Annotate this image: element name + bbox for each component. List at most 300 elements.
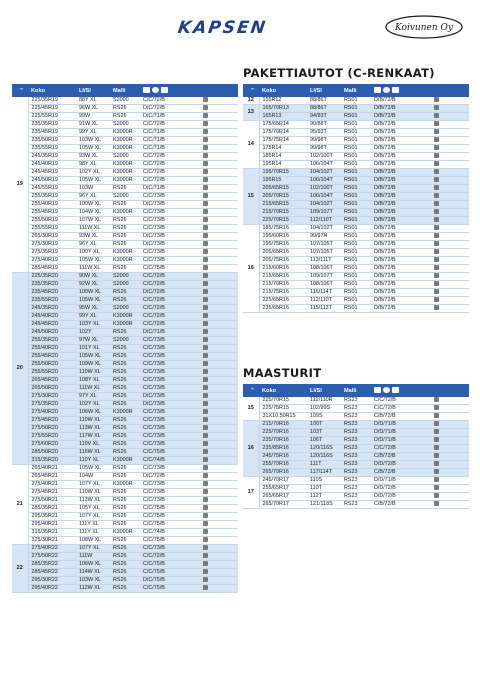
eu-label-icon[interactable]: [203, 169, 208, 174]
eu-label-cell: D/D/71/B: [371, 437, 427, 445]
eu-label-icon[interactable]: [434, 485, 439, 490]
label-icon-cell: [196, 553, 238, 561]
eu-label-icon[interactable]: [203, 353, 208, 358]
eu-label-icon[interactable]: [434, 169, 439, 174]
eu-label-cell: C/C/73/B: [140, 225, 196, 233]
load-speed-cell: 110S: [307, 477, 341, 485]
label-icon-cell: [196, 449, 238, 457]
header-malli: Malli: [110, 84, 140, 97]
label-icon-cell: [196, 321, 238, 329]
eu-label-icon[interactable]: [203, 321, 208, 326]
eu-label-icon[interactable]: [203, 97, 208, 102]
eu-label-icon[interactable]: [203, 249, 208, 254]
size-cell: 255/55R19: [28, 225, 76, 233]
load-speed-cell: 105W XL: [76, 353, 110, 361]
table-row: [12, 185, 238, 193]
load-speed-cell: 112W XL: [76, 585, 110, 593]
eu-label-cell: D/B/72/B: [371, 289, 427, 297]
eu-label-cell: D/D/72/B: [371, 461, 427, 469]
eu-label-icon[interactable]: [203, 185, 208, 190]
noise-icon: [392, 87, 399, 93]
eu-label-icon[interactable]: [434, 437, 439, 442]
eu-label-cell: C/C/73/B: [140, 377, 196, 385]
table-row: [243, 281, 469, 289]
eu-label-icon[interactable]: [203, 193, 208, 198]
label-icon-cell: [427, 469, 469, 477]
model-cell: RS26: [110, 345, 140, 353]
load-speed-cell: 111Y XL: [76, 529, 110, 537]
table-row: [12, 233, 238, 241]
eu-label-icon[interactable]: [203, 537, 208, 542]
load-speed-cell: 102Y: [76, 329, 110, 337]
eu-label-icon[interactable]: [434, 105, 439, 110]
eu-label-icon[interactable]: [434, 217, 439, 222]
eu-label-icon[interactable]: [203, 377, 208, 382]
eu-label-icon[interactable]: [203, 521, 208, 526]
model-cell: RS01: [341, 209, 371, 217]
size-cell: 315/35R21: [28, 529, 76, 537]
label-icon-cell: [196, 393, 238, 401]
table-row: [243, 305, 469, 313]
eu-label-icon[interactable]: [203, 585, 208, 590]
table-row: [12, 353, 238, 361]
eu-label-icon[interactable]: [434, 273, 439, 278]
eu-label-cell: C/C/73/B: [140, 497, 196, 505]
eu-label-cell: D/C/72/B: [140, 105, 196, 113]
model-cell: RS26: [110, 185, 140, 193]
table-row: [12, 457, 238, 465]
load-speed-cell: 100W XL: [76, 201, 110, 209]
size-cell: 225/35R19: [28, 97, 76, 105]
eu-label-icon[interactable]: [434, 129, 439, 134]
eu-label-icon[interactable]: [203, 145, 208, 150]
eu-label-icon[interactable]: [434, 233, 439, 238]
table-row: [12, 97, 238, 105]
eu-label-cell: C/C/72/B: [140, 97, 196, 105]
size-cell: 255/45R20: [28, 353, 76, 361]
model-cell: RS01: [341, 305, 371, 313]
load-speed-cell: 117/114T: [307, 469, 341, 477]
size-cell: 255/35R19: [28, 193, 76, 201]
eu-label-icon[interactable]: [434, 281, 439, 286]
model-cell: RS01: [341, 297, 371, 305]
model-cell: RS26: [110, 241, 140, 249]
label-icon-cell: [427, 217, 469, 225]
eu-label-icon[interactable]: [203, 473, 208, 478]
model-cell: RS23: [341, 405, 371, 413]
eu-label-cell: D/D/71/B: [371, 429, 427, 437]
eu-label-cell: D/C/73/B: [140, 201, 196, 209]
label-icon-cell: [196, 217, 238, 225]
model-cell: RS26: [110, 433, 140, 441]
model-cell: RS26: [110, 105, 140, 113]
eu-label-icon[interactable]: [203, 569, 208, 574]
eu-label-icon[interactable]: [434, 201, 439, 206]
eu-label-icon[interactable]: [203, 417, 208, 422]
eu-label-cell: D/C/72/B: [140, 289, 196, 297]
size-cell: 215/70R16: [259, 281, 307, 289]
eu-label-icon[interactable]: [203, 297, 208, 302]
eu-label-icon[interactable]: [434, 461, 439, 466]
model-cell: S2000: [110, 97, 140, 105]
label-icon-cell: [427, 137, 469, 145]
eu-label-icon[interactable]: [434, 297, 439, 302]
eu-label-cell: D/C/73/B: [140, 393, 196, 401]
load-speed-cell: 99/97H: [307, 233, 341, 241]
eu-label-icon[interactable]: [434, 501, 439, 506]
eu-label-icon[interactable]: [434, 305, 439, 310]
model-cell: K3000R: [110, 481, 140, 489]
eu-label-cell: D/B/72/B: [371, 297, 427, 305]
eu-label-icon[interactable]: [203, 105, 208, 110]
table-row: [12, 521, 238, 529]
eu-label-cell: D/B/72/B: [371, 153, 427, 161]
label-icon-cell: [196, 281, 238, 289]
eu-label-cell: D/B/72/B: [371, 105, 427, 113]
label-icon-cell: [196, 441, 238, 449]
eu-label-icon[interactable]: [434, 413, 439, 418]
eu-label-icon[interactable]: [203, 201, 208, 206]
eu-label-icon[interactable]: [203, 497, 208, 502]
size-cell: 235/85R16: [259, 445, 307, 453]
load-speed-cell: 110T: [307, 485, 341, 493]
tyre-table-passenger: [12, 84, 238, 593]
load-speed-cell: 95/93T: [307, 129, 341, 137]
label-icon-cell: [427, 177, 469, 185]
eu-label-icon[interactable]: [203, 217, 208, 222]
header-malli: Malli: [341, 384, 371, 397]
eu-label-icon[interactable]: [434, 225, 439, 230]
load-speed-cell: 104W XL: [76, 209, 110, 217]
eu-label-icon[interactable]: [434, 453, 439, 458]
eu-label-icon[interactable]: [434, 241, 439, 246]
eu-label-icon[interactable]: [203, 233, 208, 238]
label-icon-cell: [196, 369, 238, 377]
eu-label-icon[interactable]: [203, 121, 208, 126]
eu-label-icon[interactable]: [203, 265, 208, 270]
eu-label-cell: C/C/73/B: [140, 209, 196, 217]
load-speed-cell: 102/100T: [307, 153, 341, 161]
eu-label-icon[interactable]: [203, 449, 208, 454]
eu-label-icon[interactable]: [203, 577, 208, 582]
table-row: [12, 433, 238, 441]
fuel-icon: [374, 387, 381, 393]
noise-icon: [392, 387, 399, 393]
load-speed-cell: 112T: [307, 493, 341, 501]
model-cell: RS01: [341, 97, 371, 105]
eu-label-icon[interactable]: [203, 505, 208, 510]
table-row: [12, 377, 238, 385]
header-koko: Koko: [259, 84, 307, 97]
eu-label-icon[interactable]: [434, 429, 439, 434]
table-row: [243, 461, 469, 469]
eu-label-icon[interactable]: [434, 153, 439, 158]
load-speed-cell: 103W: [76, 185, 110, 193]
header-koko: Koko: [259, 384, 307, 397]
label-icon-cell: [196, 209, 238, 217]
eu-label-icon[interactable]: [434, 289, 439, 294]
eu-label-cell: C/C/73/B: [140, 433, 196, 441]
model-cell: K3000R: [110, 129, 140, 137]
eu-label-icon[interactable]: [203, 113, 208, 118]
eu-label-icon[interactable]: [203, 553, 208, 558]
eu-label-cell: D/D/72/B: [371, 485, 427, 493]
eu-label-icon[interactable]: [203, 385, 208, 390]
size-cell: 245/35R19: [28, 153, 76, 161]
eu-label-icon[interactable]: [203, 425, 208, 430]
label-icon-cell: [196, 105, 238, 113]
model-cell: RS23: [341, 469, 371, 477]
model-cell: RS01: [341, 217, 371, 225]
eu-label-cell: C/C/75/B: [140, 521, 196, 529]
load-speed-cell: 90/88T: [307, 121, 341, 129]
eu-label-icon[interactable]: [434, 121, 439, 126]
label-icon-cell: [196, 521, 238, 529]
eu-label-icon[interactable]: [203, 209, 208, 214]
eu-label-icon[interactable]: [203, 561, 208, 566]
size-cell: 295/35R21: [28, 513, 76, 521]
table-row: [12, 329, 238, 337]
size-cell: 285/50R20: [28, 449, 76, 457]
eu-label-cell: C/C/72/B: [140, 169, 196, 177]
size-cell: 275/45R21: [28, 489, 76, 497]
eu-label-icon[interactable]: [203, 137, 208, 142]
eu-label-cell: C/C/74/B: [140, 457, 196, 465]
size-cell: 255/70R16: [259, 461, 307, 469]
label-icon-cell: [427, 201, 469, 209]
eu-label-icon[interactable]: [434, 469, 439, 474]
load-speed-cell: 96W XL: [76, 105, 110, 113]
size-cell: 255/50R19: [28, 217, 76, 225]
eu-label-icon[interactable]: [203, 153, 208, 158]
eu-label-icon[interactable]: [434, 145, 439, 150]
table-row: [243, 121, 469, 129]
label-icon-cell: [196, 241, 238, 249]
label-icon-cell: [427, 297, 469, 305]
size-cell: 215/65R16: [259, 273, 307, 281]
load-speed-cell: 107/105T: [307, 249, 341, 257]
label-icon-cell: [196, 97, 238, 105]
eu-label-icon[interactable]: [203, 481, 208, 486]
eu-label-cell: C/C/73/B: [140, 489, 196, 497]
eu-label-icon[interactable]: [203, 161, 208, 166]
eu-label-cell: C/C/73/B: [140, 353, 196, 361]
size-cell: 255/65R17: [259, 485, 307, 493]
eu-label-icon[interactable]: [203, 273, 208, 278]
eu-label-icon[interactable]: [434, 161, 439, 166]
size-cell: 265/70R16: [259, 469, 307, 477]
model-cell: RS26: [110, 225, 140, 233]
size-cell: 265/30R19: [28, 233, 76, 241]
model-cell: K3000R: [110, 169, 140, 177]
eu-label-icon[interactable]: [203, 177, 208, 182]
size-cell: 265/65R17: [259, 493, 307, 501]
load-speed-cell: 103T: [307, 429, 341, 437]
eu-label-icon[interactable]: [434, 209, 439, 214]
model-cell: RS26: [110, 377, 140, 385]
eu-label-icon[interactable]: [434, 185, 439, 190]
model-cell: RS01: [341, 249, 371, 257]
eu-label-icon[interactable]: [434, 445, 439, 450]
table-row: [12, 545, 238, 553]
model-cell: RS26: [110, 545, 140, 553]
eu-label-icon[interactable]: [434, 97, 439, 102]
size-cell: 31X10.50R15: [259, 413, 307, 421]
eu-label-icon[interactable]: [203, 513, 208, 518]
model-cell: RS26: [110, 329, 140, 337]
table-row: [243, 265, 469, 273]
load-speed-cell: 116/114T: [307, 289, 341, 297]
load-speed-cell: 99W: [76, 113, 110, 121]
kapsen-logo: KAPSEN: [176, 18, 269, 38]
load-speed-cell: 104/102T: [307, 201, 341, 209]
size-cell: 235/35R19: [28, 121, 76, 129]
load-speed-cell: 105W XL: [76, 297, 110, 305]
load-speed-cell: 107/105T: [307, 241, 341, 249]
eu-label-icon[interactable]: [203, 409, 208, 414]
eu-label-icon[interactable]: [203, 433, 208, 438]
label-icon-cell: [427, 121, 469, 129]
label-icon-cell: [427, 241, 469, 249]
load-speed-cell: 115/113T: [307, 305, 341, 313]
eu-label-icon[interactable]: [203, 281, 208, 286]
size-cell: 255/35R20: [28, 337, 76, 345]
eu-label-icon[interactable]: [434, 477, 439, 482]
load-speed-cell: 102Y XL: [76, 169, 110, 177]
label-icon-cell: [196, 473, 238, 481]
header-star: ": [243, 384, 259, 397]
size-cell: 255/40R19: [28, 201, 76, 209]
eu-label-icon[interactable]: [434, 137, 439, 142]
eu-label-icon[interactable]: [434, 397, 439, 402]
load-speed-cell: 104/102T: [307, 225, 341, 233]
table-row: [12, 305, 238, 313]
load-speed-cell: 121/118S: [307, 501, 341, 509]
eu-label-cell: D/B/72/B: [371, 97, 427, 105]
eu-label-icon[interactable]: [203, 345, 208, 350]
label-icon-cell: [196, 529, 238, 537]
label-icon-cell: [196, 353, 238, 361]
table-header-row: [243, 84, 469, 97]
size-cell: 195R15: [259, 177, 307, 185]
eu-label-icon[interactable]: [434, 257, 439, 262]
table-row: [12, 393, 238, 401]
eu-label-icon[interactable]: [203, 489, 208, 494]
eu-label-icon[interactable]: [203, 369, 208, 374]
size-cell: 275/40R22: [28, 545, 76, 553]
load-speed-cell: 113W XL: [76, 425, 110, 433]
eu-label-icon[interactable]: [203, 465, 208, 470]
eu-label-icon[interactable]: [203, 401, 208, 406]
eu-label-cell: D/B/72/B: [371, 305, 427, 313]
size-cell: 275/60R20: [28, 441, 76, 449]
eu-label-cell: D/B/72/B: [371, 225, 427, 233]
eu-label-icon[interactable]: [434, 493, 439, 498]
eu-label-icon[interactable]: [203, 305, 208, 310]
size-cell: 245/70R17: [259, 477, 307, 485]
model-cell: RS26: [110, 289, 140, 297]
eu-label-icon[interactable]: [203, 329, 208, 334]
size-cell: 185R14: [259, 153, 307, 161]
eu-label-icon[interactable]: [203, 289, 208, 294]
header-lisi: LI/SI: [307, 84, 341, 97]
wet-grip-icon: [383, 87, 390, 93]
load-speed-cell: 120/116S: [307, 453, 341, 461]
size-cell: 245/75R16: [259, 453, 307, 461]
label-icon-cell: [427, 437, 469, 445]
label-icon-cell: [427, 445, 469, 453]
eu-label-icon[interactable]: [203, 241, 208, 246]
load-speed-cell: 105W XL: [76, 257, 110, 265]
eu-label-icon[interactable]: [203, 393, 208, 398]
eu-label-icon[interactable]: [203, 257, 208, 262]
eu-label-icon[interactable]: [434, 249, 439, 254]
eu-label-icon[interactable]: [203, 441, 208, 446]
eu-label-cell: C/C/73/B: [140, 345, 196, 353]
label-icon-cell: [427, 493, 469, 501]
load-speed-cell: 96Y XL: [76, 241, 110, 249]
label-icon-cell: [427, 185, 469, 193]
model-cell: RS26: [110, 113, 140, 121]
eu-label-icon[interactable]: [434, 405, 439, 410]
load-speed-cell: 110W XL: [76, 417, 110, 425]
table-row: [12, 241, 238, 249]
eu-label-icon[interactable]: [434, 177, 439, 182]
label-icon-cell: [196, 249, 238, 257]
label-icon-cell: [196, 417, 238, 425]
eu-label-icon[interactable]: [203, 313, 208, 318]
eu-label-icon[interactable]: [203, 545, 208, 550]
model-cell: RS01: [341, 161, 371, 169]
eu-label-icon[interactable]: [203, 529, 208, 534]
size-cell: 275/35R20: [28, 401, 76, 409]
load-speed-cell: 110Y XL: [76, 457, 110, 465]
size-cell: 295/40R22: [28, 585, 76, 593]
table-row: [12, 513, 238, 521]
load-speed-cell: 106W XL: [76, 409, 110, 417]
eu-label-header-icons: [371, 84, 469, 97]
eu-label-cell: D/B/72/B: [371, 177, 427, 185]
eu-label-icon[interactable]: [203, 337, 208, 342]
table-row: [12, 153, 238, 161]
rim-size-cell: 16: [243, 421, 259, 477]
label-icon-cell: [196, 585, 238, 593]
load-speed-cell: 104/102T: [307, 169, 341, 177]
eu-label-icon[interactable]: [434, 265, 439, 270]
model-cell: K3000R: [110, 457, 140, 465]
section-title-maasturit: MAASTURIT: [243, 366, 322, 380]
model-cell: RS01: [341, 289, 371, 297]
size-cell: 225/65R16: [259, 297, 307, 305]
eu-label-cell: C/C/75/B: [140, 537, 196, 545]
eu-label-icon[interactable]: [434, 421, 439, 426]
table-row: [243, 445, 469, 453]
model-cell: RS26: [110, 505, 140, 513]
eu-label-cell: C/C/73/B: [140, 481, 196, 489]
eu-label-icon[interactable]: [203, 129, 208, 134]
eu-label-icon[interactable]: [203, 225, 208, 230]
eu-label-icon[interactable]: [203, 457, 208, 462]
rim-size-cell: 17: [243, 477, 259, 509]
label-icon-cell: [427, 97, 469, 105]
eu-label-icon[interactable]: [434, 193, 439, 198]
eu-label-icon[interactable]: [203, 361, 208, 366]
eu-label-icon[interactable]: [434, 113, 439, 118]
size-cell: 255/55R20: [28, 369, 76, 377]
model-cell: RS01: [341, 113, 371, 121]
size-cell: 285/45R22: [28, 569, 76, 577]
size-cell: 195/60R16: [259, 233, 307, 241]
